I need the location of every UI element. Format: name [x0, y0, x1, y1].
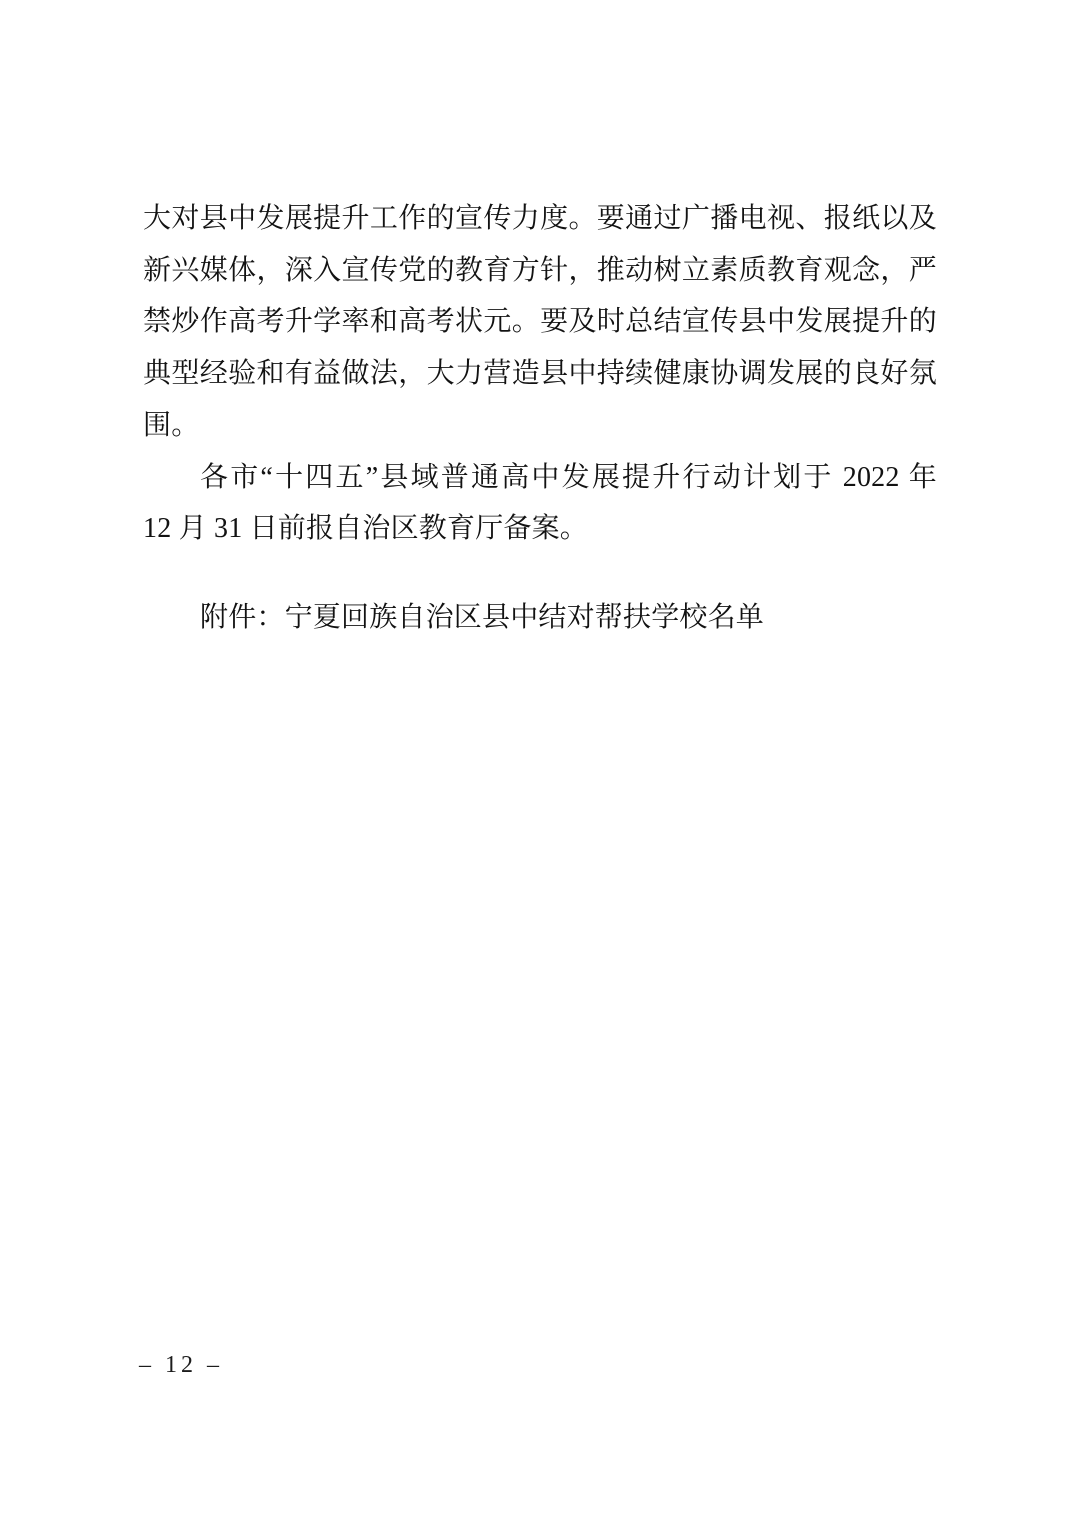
document-body [143, 193, 937, 644]
document-line: 附件：宁夏回族自治区县中结对帮扶学校名单 [200, 601, 765, 633]
document-line: 围。 [143, 409, 200, 441]
document-line: 各市“十四五”县域普通高中发展提升行动计划于 2022 年 [200, 461, 937, 493]
document-line: 典型经验和有益做法，大力营造县中持续健康协调发展的良好氛 [143, 358, 937, 390]
page-number: – 12 – [139, 1352, 223, 1378]
document-line: 新兴媒体，深入宣传党的教育方针，推动树立素质教育观念，严 [143, 254, 937, 286]
document-line: 大对县中发展提升工作的宣传力度。要通过广播电视、报纸以及 [143, 203, 937, 234]
document-line: 12 月 31 日前报自治区教育厅备案。 [143, 513, 589, 545]
document-line: 禁炒作高考升学率和高考状元。要及时总结宣传县中发展提升的 [143, 306, 937, 338]
